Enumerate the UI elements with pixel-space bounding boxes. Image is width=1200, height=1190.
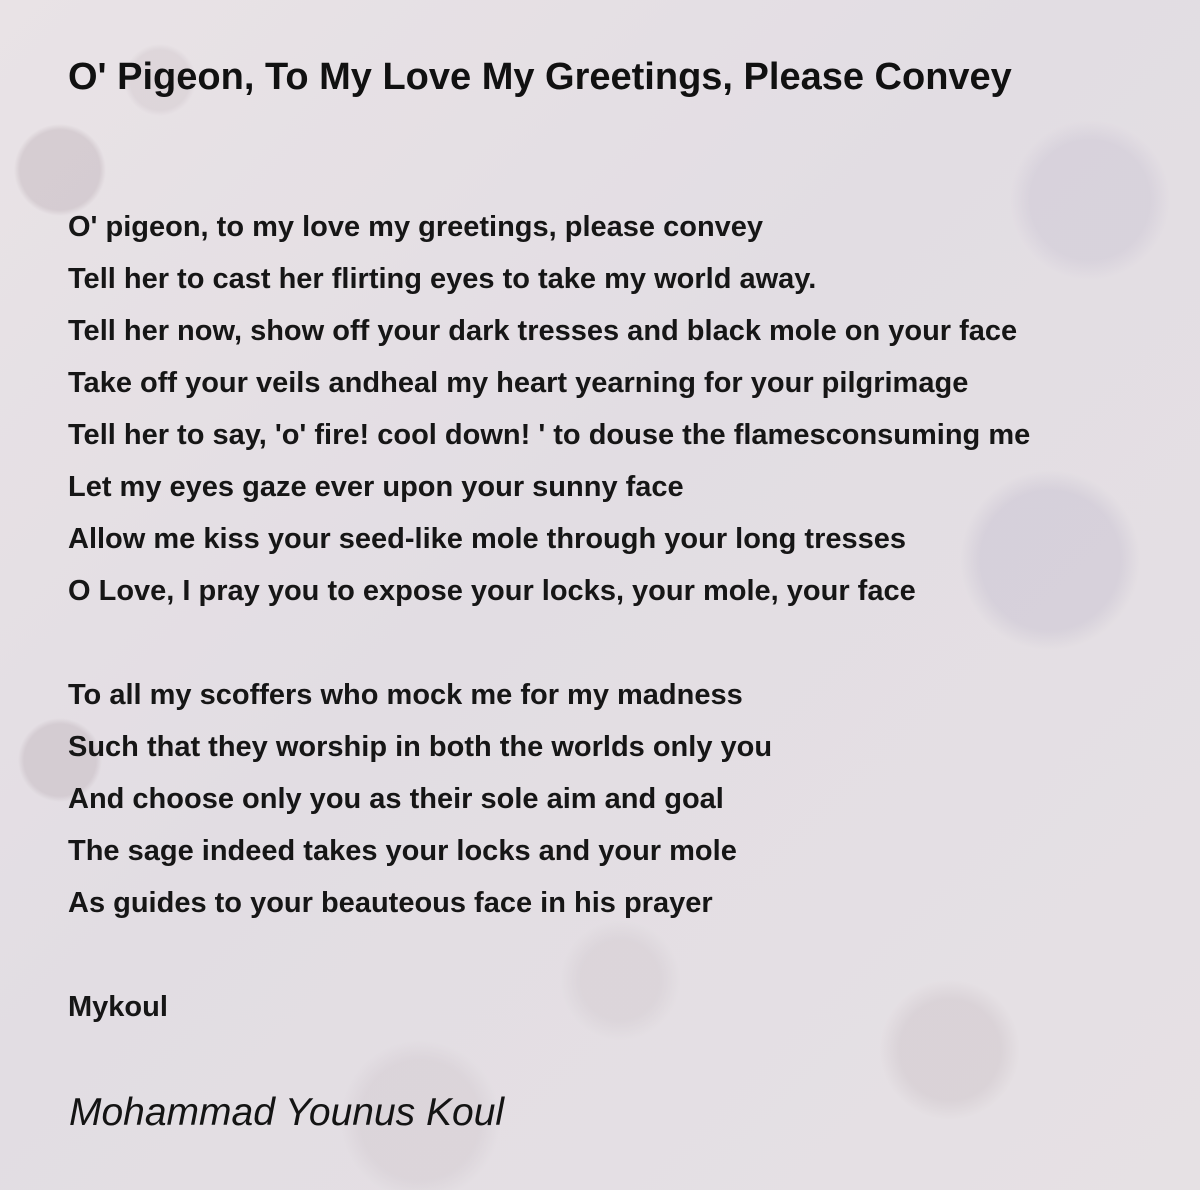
stanza-2 [68,669,1188,929]
poem-line: O' pigeon, to my love my greetings, please convey [68,211,764,243]
poem-body [68,201,1188,1033]
poem-line: Let my eyes gaze ever upon your sunny face [68,471,684,503]
poem-line: Tell her to say, 'o' fire! cool down! ' to douse the flamesconsuming me [68,419,1031,451]
stanza-gap [68,617,1188,669]
stanza-gap [68,929,1188,981]
poem-line: Tell her now, show off your dark tresses and black mole on your face [68,315,1018,347]
poem-signature: Mykoul [68,991,168,1023]
stanza-1 [68,201,1188,617]
poem-line: Tell her to cast her flirting eyes to take my world away. [68,263,817,295]
poem-line: Take off your veils andheal my heart yearning for your pilgrimage [68,367,969,399]
poem-title: O' Pigeon, To My Love My Greetings, Please Convey [68,56,1012,98]
poem-line: As guides to your beauteous face in his prayer [68,887,713,919]
poem-line: And choose only you as their sole aim and goal [68,783,724,815]
poem-line: The sage indeed takes your locks and your mole [68,835,737,867]
poem-line: Allow me kiss your seed-like mole through your long tresses [68,523,906,555]
author-name: Mohammad Younus Koul [69,1091,505,1134]
poem-line: Such that they worship in both the worlds only you [68,731,773,763]
poem-line: To all my scoffers who mock me for my madness [68,679,743,711]
poem-line: O Love, I pray you to expose your locks, your mole, your face [68,575,916,607]
